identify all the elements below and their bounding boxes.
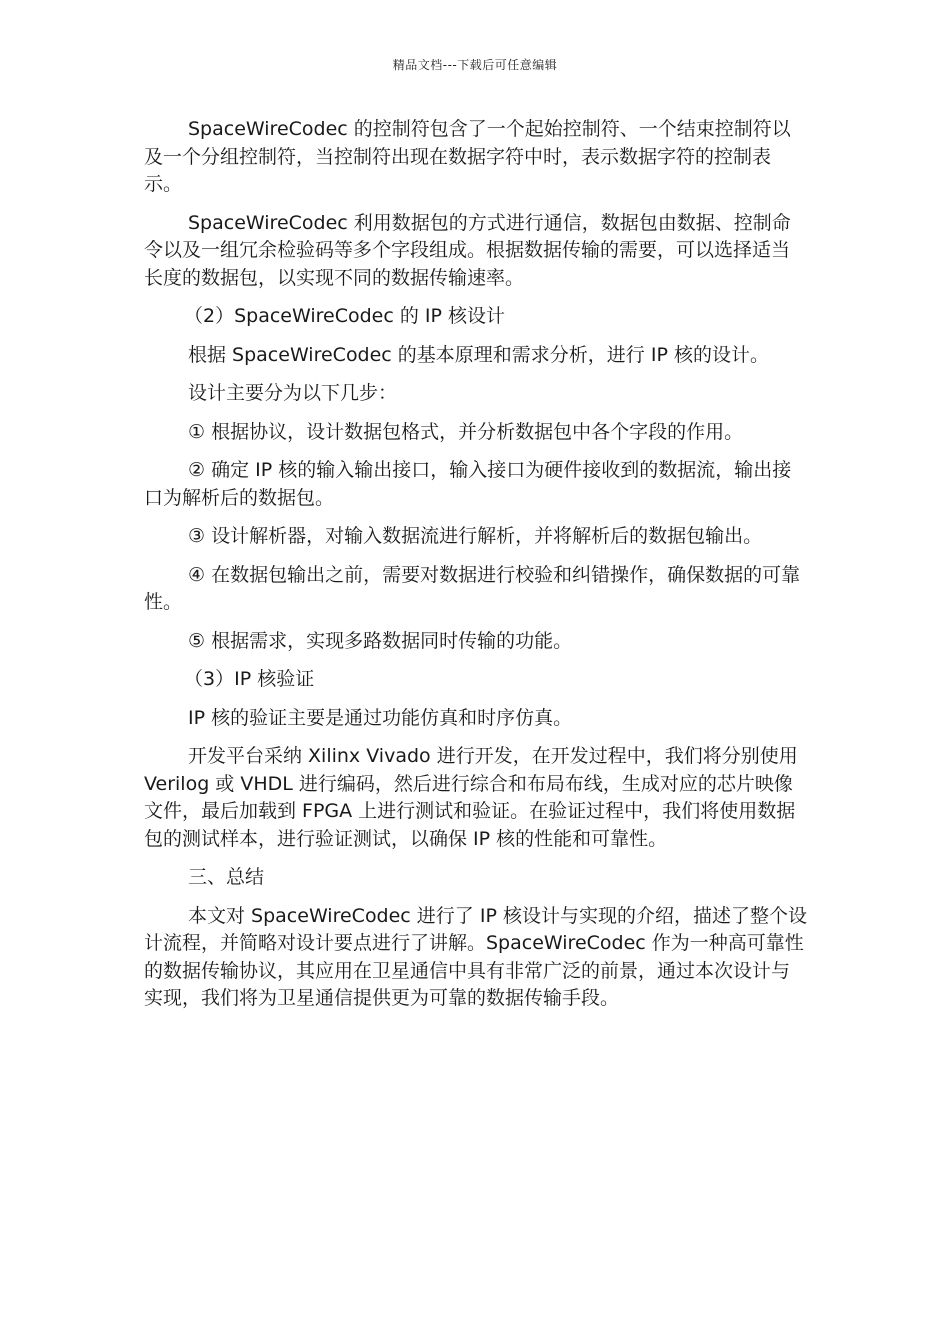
list-item-step-2: ② 确定 IP 核的输入输出接口，输入接口为硬件接收到的数据流，输出接口为解析后的数据包。	[144, 459, 792, 509]
section-heading-ip-design: （2）SpaceWireCodec 的 IP 核设计	[184, 305, 505, 327]
list-item-step-3: ③ 设计解析器，对输入数据流进行解析，并将解析后的数据包输出。	[188, 525, 763, 547]
paragraph-control-chars: SpaceWireCodec 的控制符包含了一个起始控制符、一个结束控制符以及一个分组控制符，当控制符出现在数据字符中时，表示数据字符的控制表示。	[144, 118, 791, 195]
page-header: 精品文档---下载后可任意编辑	[392, 58, 558, 72]
list-item-step-5: ⑤ 根据需求，实现多路数据同时传输的功能。	[188, 629, 573, 652]
paragraph-packet-communication: SpaceWireCodec 利用数据包的方式进行通信，数据包由数据、控制命令以及一组冗余检验码等多个字段组成。根据数据传输的需要，可以选择适当长度的数据包，以实现不同的数据传输速率。	[144, 211, 791, 289]
paragraph-summary: 本文对 SpaceWireCodec 进行了 IP 核设计与实现的介绍，描述了整个设计流程，并简略对设计要点进行了讲解。SpaceWireCodec 作为一种高可靠性的数据传输协议，其应用在卫星通信中具有非常广泛的前景，通过本次设计与实现，我们将为卫星通信提供更为可靠的数据传输手段。	[144, 904, 807, 1009]
section-heading-summary: 三、总结	[188, 866, 265, 888]
section-heading-ip-verification: （3）IP 核验证	[184, 668, 315, 690]
paragraph-dev-platform: 开发平台采纳 Xilinx Vivado 进行开发，在开发过程中，我们将分别使用 Verilog 或 VHDL 进行编码，然后进行综合和布局布线，生成对应的芯片映像文件，最后加载到 FPGA 上进行测试和验证。在验证过程中，我们将使用数据包的测试样本，进行验证测试，以确保 IP 核的性能和可靠性。	[144, 745, 798, 850]
paragraph-verification-intro: IP 核的验证主要是通过功能仿真和时序仿真。	[188, 706, 573, 729]
list-item-step-1: ① 根据协议，设计数据包格式，并分析数据包中各个字段的作用。	[188, 420, 744, 443]
list-item-step-4: ④ 在数据包输出之前，需要对数据进行校验和纠错操作，确保数据的可靠性。	[144, 563, 801, 613]
paragraph-design-intro: 根据 SpaceWireCodec 的基本原理和需求分析，进行 IP 核的设计。	[188, 343, 769, 366]
document-body	[144, 116, 808, 1024]
paragraph-steps-intro: 设计主要分为以下几步：	[188, 382, 398, 404]
